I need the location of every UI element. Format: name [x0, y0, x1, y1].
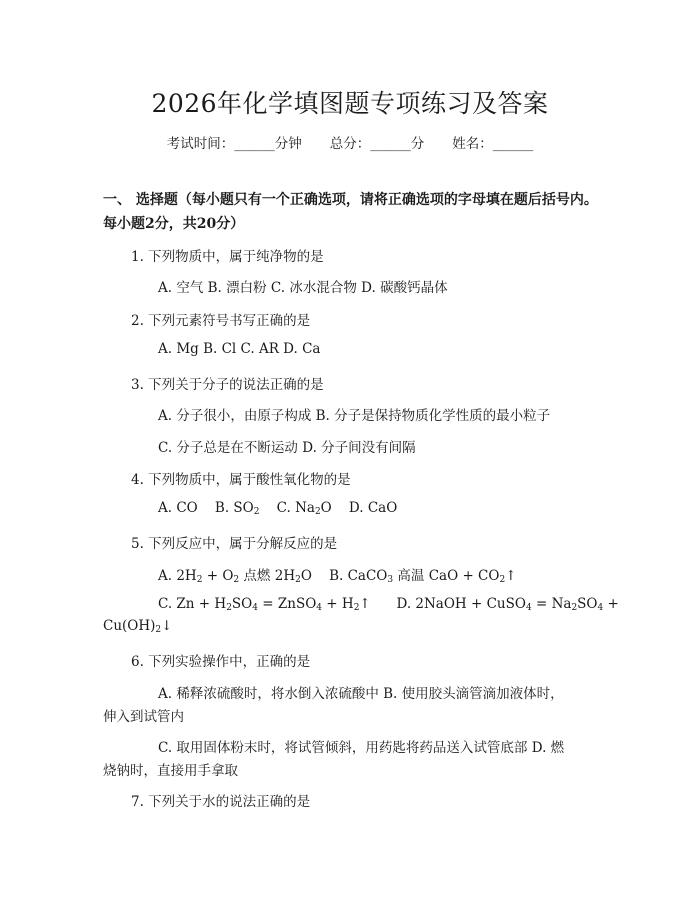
question-4-options — [158, 500, 397, 517]
question-4-stem: 4. 下列物质中，属于酸性氧化物的是 — [131, 472, 351, 488]
question-3-options-line-2: C. 分子总是在不断运动 D. 分子间没有间隔 — [158, 440, 416, 456]
question-5-options-line-2 — [158, 596, 619, 613]
question-6-options-line-4: 烧钠时，直接用手拿取 — [103, 763, 238, 779]
q4-option-c: C. $Na_2O$ — [276, 500, 332, 517]
question-6-options-line-1: A. 稀释浓硫酸时，将水倒入浓硫酸中 B. 使用胶头滴管滴加液体时， — [158, 686, 564, 702]
q5-option-a: A. $2H_2 + O_2$ 点燃 $2H_2O$ — [158, 568, 312, 585]
student-name-field: 姓名：______ — [452, 136, 534, 152]
q4-option-b: B. $SO_2$ — [214, 500, 260, 517]
document-title: 2026年化学填图题专项练习及答案 — [151, 89, 549, 118]
question-5-stem: 5. 下列反应中，属于分解反应的是 — [131, 536, 338, 552]
section-heading-line-1: 一、 选择题（每小题只有一个正确选项，请将正确选项的字母填在题后括号内。 — [103, 192, 598, 208]
q5-option-b: B. CaCO$_3$ 高温 CaO + $CO_2↑$ — [329, 568, 517, 585]
q5-option-d: D. 2NaOH + CuSO$_4$ = $Na_2SO_4$ + — [396, 596, 619, 613]
question-2-options: A. Mg B. Cl C. AR D. Ca — [158, 341, 321, 357]
question-3-options-line-1: A. 分子很小，由原子构成 B. 分子是保持物质化学性质的最小粒子 — [158, 408, 551, 424]
question-7-stem: 7. 下列关于水的说法正确的是 — [131, 794, 311, 810]
q4-option-d: D. CaO — [348, 500, 398, 516]
exam-meta — [0, 132, 700, 152]
gas-arrow-icon: ↑ — [505, 568, 517, 584]
q4-option-a: A. CO — [158, 500, 198, 516]
question-3-stem: 3. 下列关于分子的说法正确的是 — [131, 377, 324, 393]
question-6-options-line-3: C. 取用固体粉末时，将试管倾斜，用药匙将药品送入试管底部 D. 燃 — [158, 740, 565, 756]
question-5-options-line-1 — [158, 564, 517, 585]
section-heading — [103, 188, 613, 236]
section-heading-line-2: 每小题2分，共20分） — [103, 216, 245, 232]
total-score-field: 总分：______分 — [329, 136, 425, 152]
exam-time-field: 考试时间：______分钟 — [166, 136, 302, 152]
gas-arrow-icon: ↑ — [359, 596, 371, 612]
question-6-stem: 6. 下列实验操作中，正确的是 — [131, 654, 311, 670]
question-1-options: A. 空气 B. 漂白粉 C. 冰水混合物 D. 碳酸钙晶体 — [158, 280, 448, 296]
question-5-options-line-3: $Cu(OH)_2↓$ — [103, 618, 173, 635]
precipitate-arrow-icon: ↓ — [161, 618, 173, 634]
q5-option-c: C. $Zn + H_2SO_4$ = ZnSO$_4$ + $H_2↑$ — [158, 596, 371, 613]
question-2-stem: 2. 下列元素符号书写正确的是 — [131, 313, 311, 329]
question-1-stem: 1. 下列物质中，属于纯净物的是 — [131, 249, 324, 265]
question-6-options-line-2: 伸入到试管内 — [103, 709, 184, 725]
